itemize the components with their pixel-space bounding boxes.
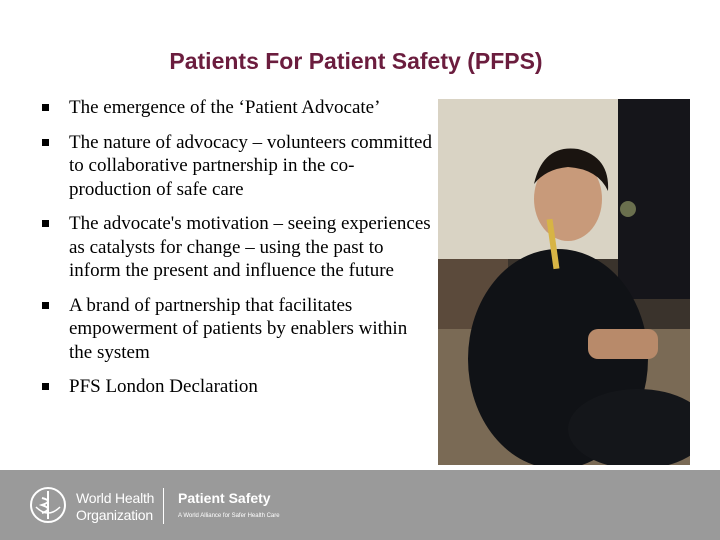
square-bullet-icon (42, 104, 49, 111)
square-bullet-icon (42, 383, 49, 390)
bullet-text: The emergence of the ‘Patient Advocate’ (69, 97, 381, 118)
bullet-list (42, 96, 432, 410)
bullet-text: PFS London Declaration (69, 376, 258, 397)
bullet-text: The nature of advocacy – volunteers committed to collaborative partnership in the co-production of safe care (69, 131, 432, 200)
bullet-item (42, 212, 432, 283)
program-subtitle: A World Alliance for Safer Health Care (178, 513, 280, 519)
square-bullet-icon (42, 220, 49, 227)
org-name (76, 490, 154, 524)
footer-divider (163, 488, 164, 524)
slide-title: Patients For Patient Safety (PFPS) (169, 48, 543, 74)
bullet-item (42, 96, 432, 120)
org-name-line2: Organization (76, 507, 153, 523)
bullet-item (42, 131, 432, 202)
advocate-photo (438, 99, 690, 465)
program-title: Patient Safety (178, 490, 271, 506)
square-bullet-icon (42, 302, 49, 309)
bullet-item (42, 375, 432, 399)
square-bullet-icon (42, 139, 49, 146)
bullet-text: The advocate's motivation – seeing experiences as catalysts for change – using the past to inform the present and influence the future (69, 213, 431, 281)
bullet-item (42, 294, 432, 365)
who-emblem-icon (28, 485, 68, 525)
advocate-photo-illustration (438, 99, 690, 465)
org-name-line1: World Health (76, 490, 155, 506)
bullet-text: A brand of partnership that facilitates empowerment of patients by enablers within the system (69, 294, 408, 363)
